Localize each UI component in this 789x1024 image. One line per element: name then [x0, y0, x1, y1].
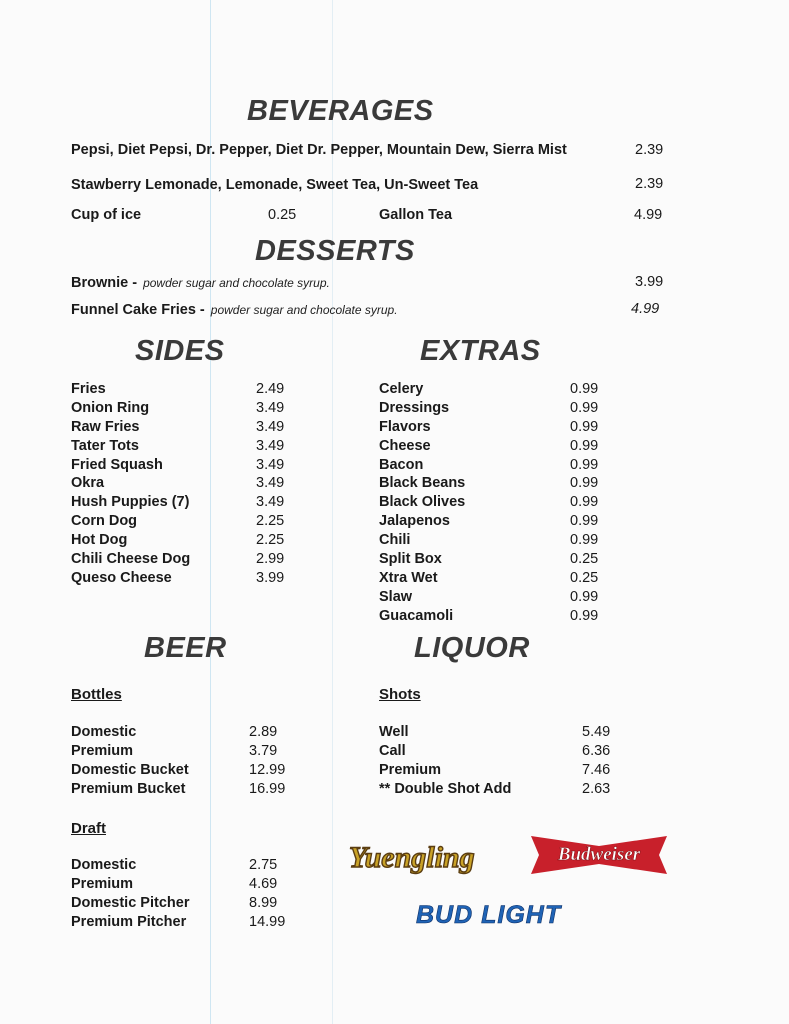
- list-item-price: 2.63: [582, 780, 611, 797]
- list-item-price: 0.99: [570, 532, 599, 549]
- list-item-price: 3.49: [256, 399, 285, 416]
- list-item-name: Jalapenos: [379, 513, 450, 530]
- desserts-heading: DESSERTS: [255, 235, 415, 267]
- list-item-name: Fries: [71, 381, 106, 397]
- list-item-name: Xtra Wet: [379, 569, 438, 586]
- menu-item-title: Funnel Cake Fries -: [71, 302, 205, 318]
- list-item-price: 3.49: [256, 437, 285, 454]
- list-item-price: 8.99: [249, 894, 278, 911]
- bottles-subheading: Bottles: [71, 686, 122, 703]
- liquor-heading: LIQUOR: [414, 632, 530, 664]
- bottles-list: [71, 723, 301, 799]
- list-item-price: 2.49: [256, 381, 285, 397]
- list-item-name: Tater Tots: [71, 437, 139, 454]
- extras-list: [379, 380, 619, 626]
- list-item-name: Dressings: [379, 399, 450, 416]
- list-item-name: Raw Fries: [71, 418, 140, 435]
- list-item: [71, 437, 311, 456]
- beer-heading: BEER: [144, 632, 227, 664]
- list-item: [379, 456, 619, 475]
- list-item-price: 7.46: [582, 761, 611, 778]
- list-item-name: Cheese: [379, 437, 431, 454]
- list-item-price: 0.99: [570, 399, 599, 416]
- list-item-name: Hot Dog: [71, 532, 128, 549]
- list-item-price: 3.49: [256, 456, 285, 473]
- list-item-price: 3.49: [256, 475, 285, 492]
- shots-subheading: Shots: [379, 686, 421, 703]
- list-item: [379, 493, 619, 512]
- list-item: [71, 474, 311, 493]
- list-item: [71, 894, 301, 913]
- menu-item-name: Cup of ice: [71, 207, 142, 223]
- list-item-name: Bacon: [379, 456, 424, 473]
- list-item-price: 0.99: [570, 418, 599, 435]
- list-item-price: 0.99: [570, 513, 599, 530]
- menu-item-price: 2.39: [635, 176, 664, 192]
- list-item: [71, 531, 311, 550]
- list-item: [379, 723, 629, 742]
- shots-list: [379, 723, 629, 799]
- list-item-price: 0.25: [570, 569, 599, 586]
- list-item: [379, 512, 619, 531]
- list-item-name: Flavors: [379, 418, 431, 435]
- list-item: [379, 399, 619, 418]
- menu-item-name: [71, 302, 398, 318]
- list-item: [71, 856, 301, 875]
- list-item-price: 16.99: [249, 780, 286, 797]
- list-item: [71, 493, 311, 512]
- list-item-price: 12.99: [249, 761, 286, 778]
- list-item: [379, 742, 629, 761]
- list-item-name: Split Box: [379, 551, 442, 568]
- list-item-price: 0.99: [570, 475, 599, 492]
- list-item-price: 0.99: [570, 456, 599, 473]
- list-item-price: 0.99: [570, 381, 599, 397]
- list-item: [379, 780, 629, 799]
- list-item: [379, 761, 629, 780]
- list-item: [379, 607, 619, 626]
- list-item-name: Black Olives: [379, 494, 466, 511]
- list-item-price: 0.99: [570, 607, 599, 624]
- yuengling-logo-text: Yuengling: [349, 841, 475, 874]
- list-item-name: Premium Pitcher: [71, 913, 187, 930]
- list-item-name: Chili Cheese Dog: [71, 551, 191, 568]
- list-item: [71, 380, 311, 399]
- list-item: [71, 550, 311, 569]
- list-item-name: Black Beans: [379, 475, 466, 492]
- menu-item-description: powder sugar and chocolate syrup.: [210, 303, 398, 317]
- list-item: [71, 780, 301, 799]
- menu-item-name: [71, 275, 330, 291]
- bud-light-logo: [410, 893, 580, 935]
- sides-list: [71, 380, 311, 588]
- list-item: [379, 380, 619, 399]
- list-item-name: Premium Bucket: [71, 780, 186, 797]
- list-item: [71, 875, 301, 894]
- list-item-price: 3.49: [256, 494, 285, 511]
- list-item-name: Premium: [71, 742, 134, 759]
- list-item: [379, 588, 619, 607]
- list-item-name: Premium: [379, 761, 442, 778]
- list-item-price: 4.69: [249, 875, 278, 892]
- budweiser-logo: [529, 832, 669, 878]
- list-item-name: Domestic Pitcher: [71, 894, 190, 911]
- beverages-heading: BEVERAGES: [247, 95, 434, 127]
- draft-subheading: Draft: [71, 820, 107, 837]
- list-item-price: 0.99: [570, 437, 599, 454]
- list-item-name: Chili: [379, 532, 411, 549]
- menu-item-name: Stawberry Lemonade, Lemonade, Sweet Tea, Un-Sweet Tea: [71, 177, 479, 193]
- list-item-name: Domestic: [71, 724, 137, 740]
- list-item-name: Well: [379, 724, 409, 740]
- list-item-name: ** Double Shot Add: [379, 780, 512, 797]
- list-item: [379, 437, 619, 456]
- menu-item-price: 4.99: [631, 301, 660, 317]
- list-item-name: Okra: [71, 475, 105, 492]
- list-item: [71, 742, 301, 761]
- extras-heading: EXTRAS: [420, 335, 541, 367]
- list-item-price: 2.99: [256, 551, 285, 568]
- list-item-price: 6.36: [582, 742, 611, 759]
- budweiser-logo-text: Budweiser: [557, 844, 641, 865]
- list-item: [71, 761, 301, 780]
- list-item: [379, 550, 619, 569]
- menu-item-price: 2.39: [635, 142, 664, 158]
- list-item: [71, 512, 311, 531]
- list-item-name: Domestic Bucket: [71, 761, 189, 778]
- list-item-price: 2.25: [256, 513, 285, 530]
- menu-item-name: Pepsi, Diet Pepsi, Dr. Pepper, Diet Dr. Pepper, Mountain Dew, Sierra Mist: [71, 142, 567, 158]
- menu-item-title: Brownie -: [71, 275, 138, 291]
- list-item-price: 0.99: [570, 494, 599, 511]
- list-item-name: Corn Dog: [71, 513, 138, 530]
- list-item: [71, 456, 311, 475]
- sides-heading: SIDES: [135, 335, 225, 367]
- list-item: [71, 399, 311, 418]
- list-item: [71, 723, 301, 742]
- list-item-name: Call: [379, 742, 406, 759]
- list-item: [71, 913, 301, 932]
- list-item: [379, 418, 619, 437]
- list-item-price: 14.99: [249, 913, 286, 930]
- list-item-price: 0.99: [570, 588, 599, 605]
- list-item: [379, 474, 619, 493]
- list-item-price: 2.25: [256, 532, 285, 549]
- list-item-name: Domestic: [71, 857, 137, 873]
- list-item-name: Premium: [71, 875, 134, 892]
- list-item-name: Fried Squash: [71, 456, 163, 473]
- bud-light-logo-text: BUD LIGHT: [416, 901, 562, 929]
- list-item-name: Onion Ring: [71, 399, 150, 416]
- list-item-name: Slaw: [379, 588, 413, 605]
- list-item-name: Guacamoli: [379, 607, 454, 624]
- menu-item-name: Gallon Tea: [379, 207, 453, 223]
- list-item-name: Hush Puppies (7): [71, 494, 190, 511]
- list-item-price: 3.49: [256, 418, 285, 435]
- menu-item-price: 4.99: [634, 207, 663, 223]
- list-item-price: 5.49: [582, 724, 611, 740]
- list-item-price: 3.99: [256, 569, 285, 586]
- list-item-price: 0.25: [570, 551, 599, 568]
- menu-item-price: 3.99: [635, 274, 664, 290]
- menu-item-price: 0.25: [268, 207, 297, 223]
- list-item-name: Celery: [379, 381, 424, 397]
- list-item: [71, 418, 311, 437]
- list-item-price: 2.75: [249, 857, 278, 873]
- list-item: [379, 531, 619, 550]
- list-item: [71, 569, 311, 588]
- list-item-price: 3.79: [249, 742, 278, 759]
- list-item-name: Queso Cheese: [71, 569, 172, 586]
- list-item: [379, 569, 619, 588]
- yuengling-logo: [345, 835, 485, 881]
- list-item-price: 2.89: [249, 724, 278, 740]
- menu-item-description: powder sugar and chocolate syrup.: [143, 276, 330, 290]
- draft-list: [71, 856, 301, 932]
